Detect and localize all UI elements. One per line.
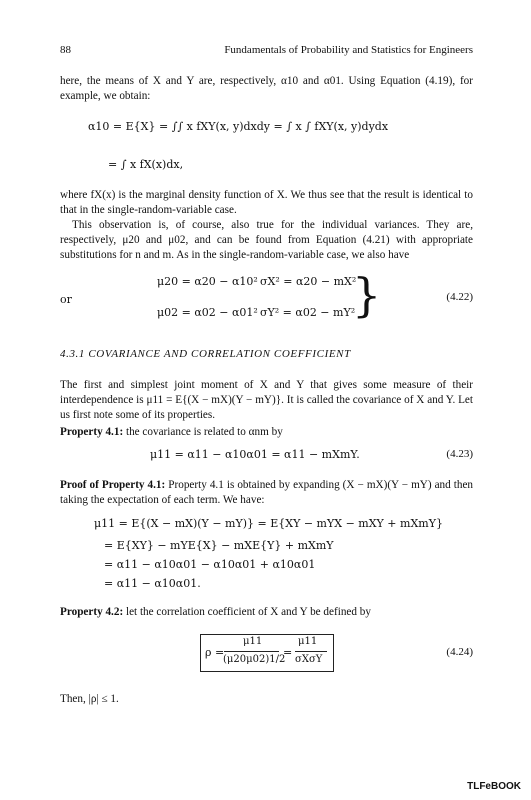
proof-line-2: = E{XY} − mYE{X} − mXE{Y} + mXmY <box>104 539 334 552</box>
running-title: Fundamentals of Probability and Statistics for Engineers <box>224 44 473 56</box>
eq422-or: or <box>60 293 72 306</box>
property-4-2 <box>60 605 473 620</box>
eq424-num2: μ11 <box>298 636 318 647</box>
property-4-1-label: Property 4.1: <box>60 426 124 438</box>
section-heading: 4.3.1 COVARIANCE AND CORRELATION COEFFICIENT <box>60 348 351 360</box>
equation-mean-line1: α10 = E{X} = ∫∫ x fXY(x, y)dxdy = ∫ x ∫ fXY(x, y)dydx <box>88 120 389 133</box>
property-4-1-text: the covariance is related to αnm by <box>125 426 283 438</box>
eq424-equals: = <box>283 646 293 659</box>
eq424-rho: ρ = <box>205 646 225 659</box>
proof-line-1: μ11 = E{(X − mX)(Y − mY)} = E{XY − mYX − mXY + mXmY} <box>94 517 443 530</box>
eq424-den2: σXσY <box>295 654 323 665</box>
right-brace: } <box>352 268 382 322</box>
eq424-den1: (μ20μ02)1/2 <box>223 654 286 665</box>
paragraph-means: here, the means of X and Y are, respectively, α10 and α01. Using Equation (4.19), for example, we obtain: <box>60 75 473 102</box>
eq422-line2-mu: μ02 = α02 − α01² <box>157 306 258 319</box>
paragraph-variances: This observation is, of course, also true for the individual variances. They are, respectively, μ20 and μ02, and can be found from Equation (4.21) with appropriate substitutions for n and m. As in the single-random-variable case, we also have <box>60 219 473 261</box>
fraction-bar-2 <box>295 651 327 652</box>
eq423-expression: μ11 = α11 − α10α01 = α11 − mXmY. <box>150 448 360 461</box>
proof-paragraph <box>60 478 473 508</box>
property-4-2-label: Property 4.2: <box>60 606 124 618</box>
proof-label: Proof of Property 4.1: <box>60 479 166 491</box>
eq423-number: (4.23) <box>446 448 473 460</box>
eq422-line2-sigma: σY² = α02 − mY² <box>260 306 356 319</box>
paragraph-covariance: The first and simplest joint moment of X and Y that gives some measure of their interdependence is μ11 = E{(X − mX)(Y − mY)}. It is called the covariance of X and Y. Let us first note some of its properties. <box>60 379 473 421</box>
property-4-1 <box>60 425 473 440</box>
proof-text: Property 4.1 is obtained by expanding (X − mX)(Y − mY) and then taking the expectation of each term. We have: <box>60 479 474 506</box>
proof-line-3: = α11 − α10α01 − α10α01 + α10α01 <box>104 558 316 571</box>
property-4-2-text: let the correlation coefficient of X and Y be defined by <box>125 606 371 618</box>
paragraph-marginal: where fX(x) is the marginal density function of X. We thus see that the result is identical to that in the single-random-variable case. <box>60 189 473 216</box>
eq424-num1: μ11 <box>243 636 263 647</box>
page-number: 88 <box>60 44 71 56</box>
proof-line-4: = α11 − α10α01. <box>104 577 201 590</box>
equation-mean-line2: = ∫ x fX(x)dx, <box>108 158 184 171</box>
then-line: Then, |ρ| ≤ 1. <box>60 693 119 705</box>
eq422-line1-mu: μ20 = α20 − α10² <box>157 275 258 288</box>
eq422-number: (4.22) <box>446 291 473 303</box>
eq424-number: (4.24) <box>446 646 473 658</box>
footer-watermark: TLFeBOOK <box>467 781 521 792</box>
eq422-line1-sigma: σX² = α20 − mX² <box>260 275 357 288</box>
fraction-bar-1 <box>224 651 279 652</box>
